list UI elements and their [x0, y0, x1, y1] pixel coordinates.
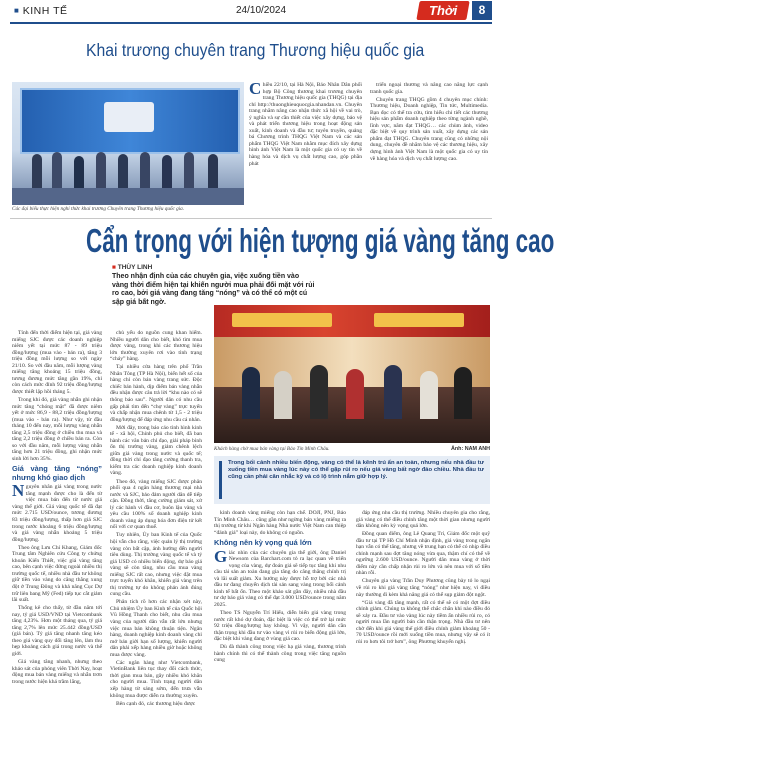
article-1-photo	[12, 82, 244, 205]
paragraph-text: Tuy nhiên, Ủy ban Kinh tế của Quốc hội vẫn cho rằng, việc quản lý thị trường vàng còn bất cập, ảnh hưởng đến người tiêu dùng. Thị trường vàng quốc tế và tỷ giá USD có nhiều biến động, dự báo giá vàng sẽ còn tăng, nhu cầu mua vàng miếng SJC rất cao, nhưng việc đặt mua trực tuyến khó khăn, khiến giá vàng trên thị trường tự do không phản ánh đúng cung cầu.	[110, 532, 202, 598]
drop-cap: G	[214, 546, 228, 566]
paragraph-text: chủ yếu do nguồn cung khan hiếm. Nhiều người dân cho biết, khó tìm mua được vàng, trong khi các thương hiệu lớn thường xuyên rơi vào tình trạng “cháy” hàng.	[110, 330, 202, 363]
issue-date: 24/10/2024	[236, 5, 287, 16]
paragraph-text: Thống kê cho thấy, từ đầu năm tới nay, tỷ giá USD/VND tại Vietcombank tăng 4,23%. Hơn một tháng qua, tỷ giá tăng 2,7% lên mức 25.442 đồng/USD (giá bán). Tỷ giá tăng nhanh tăng kéo theo giá vàng quy đổi tăng lên, làm thu hẹp khoảng cách giá trong nước và thế giới.	[12, 605, 102, 657]
paragraph-text: hiều 22/10, tại Hà Nội, Báo Nhân Dân phối hợp Bộ Công thương khai trương chuyên trang Thương hiệu quốc gia (THQG) tại địa chỉ http://thuonghieuquocgia.nhandan.vn. Chuyên trang nhằm nâng cao nhận thức xã hội về vai trò, ý nghĩa và sự cần thiết của việc xây dựng, bảo vệ và phát triển thương hiệu trong hoạt động sản xuất, kinh doanh và đầu tư; tuyên truyền, quảng bá Chương trình THQG Việt Nam và các sản phẩm THQG Việt Nam nhằm mục đích xây dựng hình ảnh Việt Nam là một quốc gia có uy tín về hàng hóa và dịch vụ chất lượng cao, góp phần phát	[249, 82, 362, 167]
paragraph-text: Giá vàng tăng nhanh, nhưng theo khảo sát của phóng viên Thời Nay, hoạt động mua bán vàng miếng và nhẫn trơn trong nước hiện khá trầm lắng,	[12, 658, 102, 685]
highlight-box-text: Trong bối cảnh nhiều biến động, vàng có thể là kênh trú ẩn an toàn, nhưng nếu nhà đầu tư xuống tiền mua vàng lúc này có thể gặp rủi ro nếu giá vàng bất ngờ đảo chiều. Nhà đầu tư cũng cần phải cân nhắc kỹ và có lộ trình nắm giữ hợp lý.	[228, 460, 484, 481]
paragraph	[12, 481, 102, 543]
paragraph-text: “Giá vàng đã tăng mạnh, rất có thể sẽ có một đợt điều chỉnh giảm. Chúng ta không thể chắc chắn khi nào điều đó sẽ xảy ra. Đầu tư vào vàng lúc này tiềm ẩn nhiều rủi ro, có người mua lần người bán cần thận trọng. Nhà đầu tư nên chờ đến khi giá vàng thế giới điều chỉnh giảm khoảng 50 - 70 USD/ounce rồi mới xuống tiền mua, nhưng vậy sẽ có ít rủi ro hơn tôi trở hơn”, ông Phương khuyến nghị.	[356, 599, 490, 645]
paragraph	[356, 510, 490, 530]
article-2-title: Cẩn trọng với hiện tượng giá vàng tăng cao	[86, 222, 555, 259]
paragraph	[12, 330, 102, 395]
paragraph	[214, 644, 346, 664]
paragraph	[356, 578, 490, 598]
paragraph	[214, 546, 346, 609]
paragraph	[249, 79, 362, 167]
drop-cap: N	[12, 481, 25, 501]
paragraph	[370, 97, 488, 162]
paragraph	[110, 479, 202, 531]
paragraph	[214, 610, 346, 643]
paragraph-text: Dù đà thành công trong việc hạ giá vàng, thương trình hành chính thì có thể thành công trong việc tăng nguồn cung	[214, 644, 346, 664]
section-marker-icon: ■	[14, 6, 20, 15]
paragraph-text: Bên cạnh đó, các thương hiệu được	[116, 700, 196, 707]
article-2-column-3	[214, 510, 346, 665]
paragraph	[110, 701, 202, 708]
paragraph-text: kinh doanh vàng miếng còn hạn chế. DOJI, PNJ, Bảo Tín Minh Châu… cũng gần như ngừng bán vàng miếng ra thị trường từ khi Ngân hàng Nhà nước Việt Nam can thiệp “đánh giá” loại này, do không có nguồn.	[214, 510, 346, 536]
page-number: 8	[472, 1, 492, 20]
paragraph	[110, 330, 202, 363]
paragraph	[370, 82, 488, 95]
paragraph-text: Tại nhiều cửa hàng trên phố Trần Nhân Tông (TP Hà Nội), biển hết số của hàng chỉ còn bán vàng trang sức. Độc chiếc bán hành, dịp điểm bán vàng nhẫn đều nhận được câu trả lời “khu nào có sẽ thông báo sau”. Người dân có nhu cầu gấp phải tìm đến “chợ vàng” trực tuyến và chấp nhận mua chênh từ 1,5 - 2 triệu đồng/lượng để đáp ứng nhu cầu cá nhân.	[110, 364, 202, 423]
article-2-column-2	[110, 330, 202, 709]
paragraph	[12, 659, 102, 685]
paragraph	[356, 600, 490, 646]
paragraph	[12, 397, 102, 462]
paragraph	[110, 425, 202, 477]
paragraph-text: Theo ông Lưu Chí Khang, Giám đốc Trung tâm Nghiên cứu Công ty chứng khoán Kiến Thiết, việc giá vàng tăng cao, bên cạnh việc đứng ngoài nhiều thị trường quốc tế, nhiều nhà đầu tư không giữ tiền vào vàng do căng thẳng xung đột ở Trung Đông và khả năng Cục Dự trữ liên bang Mỹ (Fed) tiếp tục cắt giảm lãi suất.	[12, 544, 102, 604]
paragraph-text: iác nhìn của các chuyên gia thế giới, ông Daniel Newsom của Barchart.com tỏ ra lạc quan về triển vọng của vàng, dự đoán giá sẽ tiếp tục tăng khi nhu cầu tài sản an toàn đang gia tăng do căng thẳng chính trị và lãi suất giảm. Xu hướng này được hỗ trợ bởi các nhà đầu tư đang chuyển dịch tài sản sang vàng trong bối cảnh kinh tế bất ổn. Theo một khảo sát gần đây, nhiều nhà đầu tư dự báo giá vàng có thể đạt 3.000 USD/ounce trong năm 2025.	[214, 549, 346, 608]
article-2-photo-caption: Khách hàng chờ mua bán vàng tại Bảo Tín Minh Châu.	[214, 446, 330, 452]
article-1-column-2	[370, 82, 488, 164]
highlight-box-accent	[219, 461, 222, 499]
header-rule	[10, 22, 492, 24]
article-2-photo	[214, 305, 490, 443]
paragraph-text: Chuyên gia vàng Trần Duy Phương cũng bày tỏ lo ngại về rủi ro khi giá vàng tăng “nóng” như hiện nay, vì điều này thường đi kèm khả năng giá có thể sụp giảm đột ngột.	[356, 578, 490, 598]
article-1-column-1	[249, 79, 362, 169]
paragraph	[110, 599, 202, 658]
paragraph	[12, 605, 102, 657]
article-2-author: ■ THÙY LINH	[112, 264, 153, 271]
paragraph-text: Phân tích rõ hơn các nhận xét này, Chủ nhiệm Ủy ban Kinh tế của Quốc hội Vũ Hồng Thanh cho biết, nhu cầu mua vàng của người dân vẫn rất lớn nhưng việc mua bán không thuận tiện. Ngân hàng, doanh nghiệp kinh doanh vàng chỉ mở bán giới hạn số lượng, khiến người dân phải xếp hàng nhiều giờ hoặc không mua được vàng.	[110, 599, 202, 658]
paragraph	[214, 510, 346, 536]
paragraph	[110, 364, 202, 423]
publication-logo: Thời	[416, 1, 469, 20]
paragraph-text: Theo TS Nguyễn Trí Hiếu, diễn biến giá vàng trong nước rất khó dự đoán, đặc biệt là việc có thể trở lại mức 92 triệu đồng/lượng hay không. Vì vậy, người dân cần thận trọng khi đầu tư vào vàng vì rủi ro biến động giá lớn, đặc biệt khi vàng đang ở vùng giá cao.	[214, 610, 346, 643]
section-label: ■ KINH TẾ	[14, 5, 68, 17]
paragraph-text: đáp ứng nhu cầu thị trường. Nhiều chuyên gia cho rằng, giá vàng có thể điều chỉnh tăng một thời gian nhưng người dân không nên kỳ vọng quá lớn.	[356, 510, 490, 530]
article-1-photo-caption: Các đại biểu thực hiện nghi thức khai trương Chuyên trang Thương hiệu quốc gia.	[12, 206, 185, 212]
paragraph-text: Đồng quan điểm, ông Lê Quang Trí, Giám đốc một quỹ đầu tư tại TP Hồ Chí Minh nhận định, giá vàng trong ngắn hạn vẫn có thể tăng, nhưng về trung hạn có thể có nhịp điều chỉnh mạnh sau đợt tăng nóng vừa qua, thậm chí có thể về ngưỡng 2.600 USD/ounce. Người dân mua vàng ở thời điểm này cần chấp nhận rủi ro lớn và nên mua với số tiền nhàn rỗi.	[356, 531, 490, 577]
article-2-lead: Theo nhận định của các chuyên gia, việc xuống tiền vào vàng thời điểm hiện tại khiến người mua phải đối mặt với rủi ro cao, bởi giá vàng đang tăng “nóng” và có thể có một cú sập giá bất ngờ.	[112, 273, 315, 306]
paragraph-text: Trong khi đó, giá vàng nhẫn ghi nhận mức tăng “chóng mặt” đã được niêm yết ở mức 86,9 - 88,2 triệu đồng/lượng (mua vào - bán ra). Như vậy, từ đầu tháng 10 đến nay, mỗi lượng vàng nhẫn tăng 2,5 triệu đồng ở chiều thu mua và tăng 2,2 triệu đồng ở chiều bán ra. Còn so với đầu năm, mỗi lượng vàng nhẫn tăng hơn 21 triệu đồng, ghi nhận mức sinh lời hơn 35%.	[12, 396, 103, 462]
paragraph-text: Theo đó, vàng miếng SJC được phân phối qua 4 ngân hàng thương mại nhà nước và SJC, bảo đảm người dân dễ tiếp cận. Đồng thời, tăng cường giám sát, xử lý các hành vi đầu cơ, buôn lậu vàng và yêu cầu 100% số doanh nghiệp kinh doanh vàng áp dụng hóa đơn điện tử kết nối với cơ quan thuế.	[110, 478, 202, 531]
article-1-title: Khai trương chuyên trang Thương hiệu quốc gia	[86, 40, 425, 60]
paragraph-text: triển ngoại thương và nâng cao năng lực cạnh tranh quốc gia.	[370, 82, 488, 95]
paragraph-text: Mới đây, trong báo cáo tình hình kinh tế - xã hội, Chính phủ cho biết, đã ban hành các văn bản chỉ đạo, giải pháp bình ổn thị trường vàng, giảm chênh lệch giữa giá vàng trong nước và quốc tế; đồng thời chỉ đạo tăng cường thanh tra, kiểm tra các doanh nghiệp kinh doanh vàng.	[110, 424, 202, 477]
article-2-column-1	[12, 330, 102, 687]
drop-cap: C	[249, 79, 262, 98]
paragraph	[110, 532, 202, 597]
subheading: Giá vàng tăng “nóng” nhưng khó giao dịch	[12, 464, 102, 482]
article-divider	[10, 218, 492, 219]
subheading: Không nên kỳ vọng quá lớn	[214, 538, 312, 548]
paragraph-text: Tính đến thời điểm hiện tại, giá vàng miếng SJC được các doanh nghiệp niêm yết tại mức 87 - 89 triệu đồng/lượng (mua vào - bán ra), tăng 3 triệu đồng mỗi lượng so với ngày 21/10. So với đầu năm, mỗi lượng vàng miếng tăng khoảng 15 triệu đồng, tương đương mức tăng gần 19%, chỉ còn cách mức đỉnh 92 triệu đồng/lượng được thiết lập hồi tháng 5.	[12, 330, 102, 395]
highlight-box	[214, 456, 490, 504]
paragraph	[110, 660, 202, 699]
article-2-photo-credit: Ảnh: NAM ANH	[450, 446, 490, 452]
paragraph	[12, 545, 102, 604]
article-2-column-4	[356, 510, 490, 647]
paragraph-text: Các ngân hàng như Vietcombank, VietinBank liên tục thay đổi cách thức, thời gian mua bán, gây nhiều khó khăn cho người mua. Tình trạng người dân xếp hàng từ sáng sớm, đến trưa vẫn không mua được diễn ra thường xuyên.	[110, 659, 202, 699]
paragraph-text: guyên nhân giá vàng trong nước tăng mạnh được cho là đến từ việc mua bán đến từ nước giá vàng thế giới. Giá vàng quốc tế đã đạt mức 2.715 USD/ounce, tương đương 83 triệu đồng/lượng, thấp hơn giá SJC trong nước khoảng 6 triệu đồng/lượng và giá vàng nhẫn khoảng 5 triệu đồng/lượng.	[12, 484, 102, 543]
author-marker-icon: ■	[112, 264, 118, 271]
paragraph	[356, 531, 490, 577]
paragraph-text: Chuyên trang THQG gồm 4 chuyên mục chính: Thương hiệu, Doanh nghiệp, Tin tức, Multimedia. Bạn đọc có thể tra cứu, tìm hiểu chi tiết các thương hiệu sản phẩm doanh nghiệp theo từng ngành nghề, lĩnh vực, năm đạt THQG… các chùm ảnh, video đặc biệt về quy trình sản xuất, xây dựng các sản phẩm đạt THQG. Chuyên trang cũng có những nội dung, chuyên đề nhằm bảo vệ các thương hiệu, xây dựng hình ảnh Việt Nam là một quốc gia có uy tín về hàng hóa và dịch vụ chất lượng cao.	[370, 96, 488, 162]
